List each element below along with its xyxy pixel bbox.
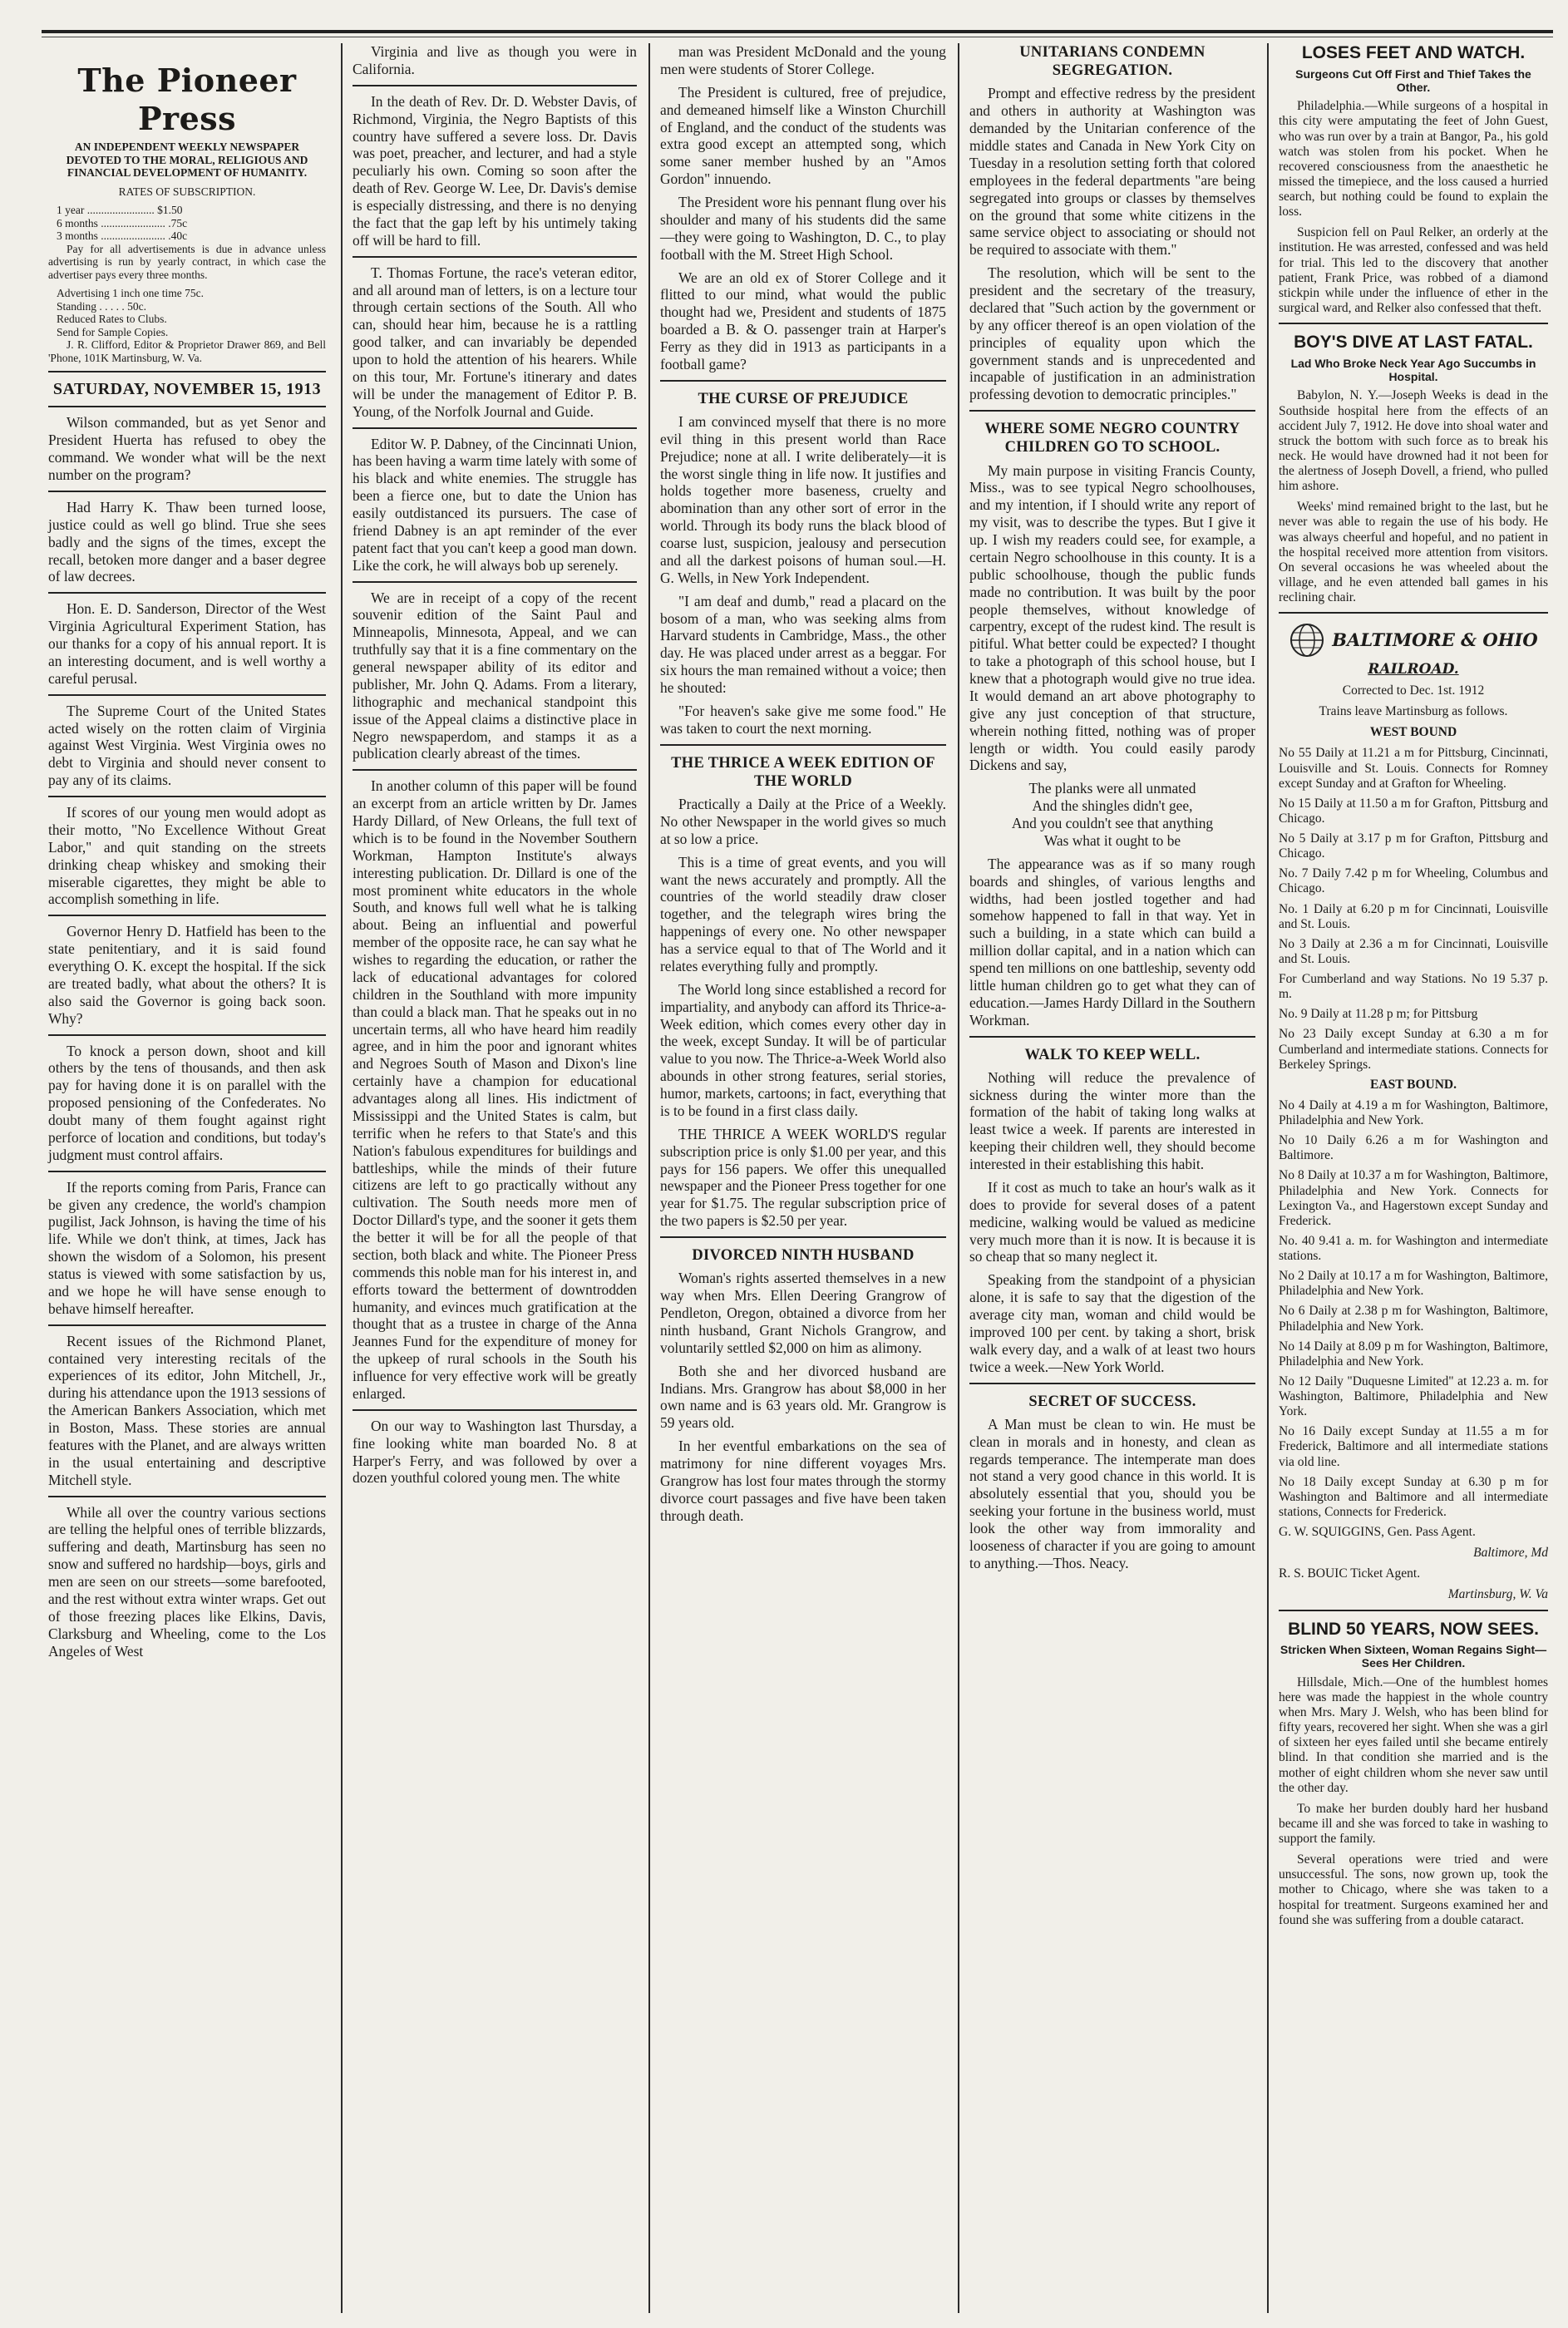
article-paragraph: "I am deaf and dumb," read a placard on the bosom of a man, who was seeking alms from Harvard students in Cambridge, Mass., the other day. He was placed under arrest as a beggar. For six hours the man remained without a voice; then he shouted: xyxy=(660,592,946,697)
editorial-item: The Supreme Court of the United States acted wisely on the rotten claim of Virginia against West Virginia. West Virginia owes no debt to Virginia and should never consent to pay any of its claims. xyxy=(48,702,326,789)
column-separator xyxy=(958,43,959,2313)
verse-line: The planks were all unmated xyxy=(1028,780,1196,797)
westbound-schedule xyxy=(1279,746,1548,1072)
article-paragraph: Weeks' mind remained bright to the last, but he never was able to regain the use of his body. He was always cheerful and hopeful, and no patient in the hospital received more attention from visitors. On several occasions he was wheeled about the village, and he even attended ball games in his reclining chair. xyxy=(1279,500,1548,604)
schedule-entry: No 3 Daily at 2.36 a m for Cincinnati, Louisville and St. Louis. xyxy=(1279,936,1548,966)
schedule-entry: No. 1 Daily at 6.20 p m for Cincinnati, Louisville and St. Louis. xyxy=(1279,901,1548,931)
article-paragraph: We are an old ex of Storer College and it flitted to our mind, what would the public thought had we, President and students of 1875 boarded a B. & O. passenger train at Harper's Ferry as they did in 1913 as participants in a football game? xyxy=(660,269,946,372)
editorial-item: Recent issues of the Richmond Planet, contained very interesting recitals of the experiences of its editor, John Mitchell, Jr., during his attendance upon the 1913 sessions of the American Bankers Association, which met in Boston, Mass. These stories are annual features with the Planet, and are always written in the usual entertaining and descriptive Mitchell style. xyxy=(48,1332,326,1488)
rate-line: 3 months ....................... .40c xyxy=(57,229,188,243)
passenger-agent: G. W. SQUIGGINS, Gen. Pass Agent. xyxy=(1279,1525,1476,1539)
advertising-line: Standing . . . . . 50c. xyxy=(57,299,146,313)
divider xyxy=(48,796,326,797)
article-paragraph: Hillsdale, Mich.—One of the humblest homes here was made the happiest in the whole country when Mrs. Mary J. Welsh, who has been blind for fifty years, recovered her sight. When she was a girl of sixteen her eyes failed until she became entirely blind. In that condition she married and is the mother of eight children whom she never saw until the other day. xyxy=(1279,1674,1548,1795)
editorial-item: Virginia and live as though you were in California. xyxy=(353,43,637,77)
rate-line: 1 year ........................ $1.50 xyxy=(57,204,183,217)
divider xyxy=(353,427,637,429)
rate-line: 6 months ....................... .75c xyxy=(57,216,188,229)
column-separator xyxy=(341,43,343,2313)
masthead-tagline: AN INDEPENDENT WEEKLY NEWSPAPER DEVOTED TO THE MORAL, RELIGIOUS AND FINANCIAL DEVELOPMENT OF HUMANITY. xyxy=(66,141,308,180)
article-paragraph: The resolution, which will be sent to the president and the secretary of the treasury, declared that "Such action by the government or by any officer thereof is an open violation of the principles of equality upon which the government stands and is unprecedented and incapable of justification in an administration professing devotion to democratic principles." xyxy=(969,264,1255,403)
newspaper-page xyxy=(42,43,1555,2313)
article-paragraph: Both she and her divorced husband are Indians. Mrs. Grangrow has about $8,000 in her own name and is 63 years old. Mr. Grangrow is 59 years old. xyxy=(660,1362,946,1432)
editorial-item: If scores of our young men would adopt as their motto, "No Excellence Without Great Labor," and quit standing on the streets drinking cheap whiskey and smoking their miserable cigarettes, they might be able to accomplish something in life. xyxy=(48,804,326,908)
editorial-item: Hon. E. D. Sanderson, Director of the West Virginia Agricultural Experiment Station, has our thanks for a copy of his annual report. It is an interesting document, and is well worthy a careful perusal. xyxy=(48,600,326,687)
headline-boys-dive: BOY'S DIVE AT LAST FATAL. xyxy=(1294,333,1533,353)
divider xyxy=(48,1324,326,1326)
schedule-entry: No 23 Daily except Sunday at 6.30 a m for Cumberland and intermediate stations. Connects for Berkeley Springs. xyxy=(1279,1027,1548,1072)
article-paragraph: The appearance was as if so many rough boards and shingles, of various lengths and widths, had been jostled together and had somehow happened to fall in that way. Yet in such a building, in a state which can build a million dollar capital, and in a nation which can spend ten millions on one battleship, seventy odd little human children go to get what they can of education.—James Hardy Dillard in the Southern Workman. xyxy=(969,855,1255,1028)
eastbound-title: EAST BOUND. xyxy=(1370,1077,1457,1092)
advertising-line: Send for Sample Copies. xyxy=(57,325,169,338)
article-paragraph: If it cost as much to take an hour's walk as it does to provide for several doses of a patent medicine, walking would be valued as medicine very much more than it is now. It is because it is so cheap that so many neglect it. xyxy=(969,1178,1255,1265)
verse-line: Was what it ought to be xyxy=(1043,831,1181,849)
advertising-line: Reduced Rates to Clubs. xyxy=(57,313,167,326)
verse-line: And the shingles didn't gee, xyxy=(1032,797,1193,815)
column-4 xyxy=(963,43,1262,2313)
article-paragraph: "For heaven's sake give me some food." He was taken to court the next morning. xyxy=(660,702,946,737)
article-paragraph: Nothing will reduce the prevalence of sickness during the winter more than the formation of the habit of taking long walks at least twice a week. If parents are interested in keeping their children well, they should become interested in their establishing this habit. xyxy=(969,1068,1255,1173)
headline-walk-to-keep-well: WALK TO KEEP WELL. xyxy=(1024,1046,1201,1063)
headline-loses-feet: LOSES FEET AND WATCH. xyxy=(1301,43,1526,62)
schedule-entry: No 55 Daily at 11.21 a m for Pittsburg, Cincinnati, Louisville and St. Louis. Connects for Romney except Sunday and at Grafton for Wheeling. xyxy=(1279,746,1548,791)
article-paragraph: Babylon, N. Y.—Joseph Weeks is dead in the Southside hospital here from the effects of an accident July 7, 1912. He dove into shoal water and struck the bottom with such force as to break his neck. He would have drowned had it not been for the alertness of Joseph Dovell, a friend, who pulled him ashore. xyxy=(1279,388,1548,494)
headline-secret-of-success: SECRET OF SUCCESS. xyxy=(1028,1393,1196,1410)
eastbound-schedule xyxy=(1279,1098,1548,1520)
article-paragraph: A Man must be clean to win. He must be clean in morals and in honesty, and clean as regards temperance. The intemperate man does not stand a very good chance in this world. It is absolutely essential that you, should you be seeking your fortune in the business world, must look the other way from immorality and looseness of character if you are going to amount to anything.—Thos. Neacy. xyxy=(969,1415,1255,1571)
schedule-entry: No 16 Daily except Sunday at 11.55 a m for Frederick, Baltimore and all intermediate stations via old line. xyxy=(1279,1424,1548,1469)
article-paragraph: Woman's rights asserted themselves in a new way when Mrs. Ellen Deering Grangrow of Pendleton, Oregon, obtained a divorce from her ninth husband, Grant Nichols Grangrow, and voluntarily settled $2,000 on him as alimony. xyxy=(660,1270,946,1356)
divider xyxy=(1279,1610,1548,1611)
editorial-item: If the reports coming from Paris, France can be given any credence, the world's champion pugilist, Jack Johnson, is having the time of his life. While we don't think, at times, Jack has shown the wisdom of a Solomon, his present status is viewed with some satisfaction by us, and we hope he will have sense enough to behave himself hereafter. xyxy=(48,1178,326,1317)
divider xyxy=(48,1034,326,1036)
schedule-entry: No 10 Daily 6.26 a m for Washington and Baltimore. xyxy=(1279,1133,1548,1163)
article-paragraph: My main purpose in visiting Francis County, Miss., was to see typical Negro schoolhouses, and my intention, if I should write any report of my visit, was to describe the types. But I give it up. I wish my readers could see, for example, a certain Negro schoolhouse in this county. It is a public schoolhouse, though the public funds made no contribution. It was built by the poor people themselves, without knowledge of carpentry, except of the rudest kind. The result is pitiful. What better could be expected? I thought to take a photograph of this school house, but I knew that a photograph would give no true idea. It would demand an art above photography to give any just conception of that structure, wherein nothing fitted, nothing was of proper length or width. You could easily parody Dickens and say, xyxy=(969,461,1255,774)
schedule-entry: No. 7 Daily 7.42 p m for Wheeling, Columbus and Chicago. xyxy=(1279,866,1548,896)
railroad-logo xyxy=(1279,622,1548,658)
globe-icon xyxy=(1289,622,1325,658)
article-paragraph: Several operations were tried and were unsuccessful. The sons, now grown up, took the mother to Chicago, where she was taken to a hospital for treatment. Surgeons examined her and found she was suffering from a double cataract. xyxy=(1279,1852,1548,1927)
subheadline: Surgeons Cut Off First and Thief Takes the Other. xyxy=(1295,67,1531,94)
article-paragraph: man was President McDonald and the young men were students of Storer College. xyxy=(660,43,946,77)
article-paragraph: Philadelphia.—While surgeons of a hospital in this city were amputating the feet of John Guest, who was run over by a train at Bangor, Pa., his gold watch was stolen from his pocket. When he recovered consciousness from the anaesthetic he missed the timepiece, and the loss caused a hurried search, but nothing could be found to explain the loss. xyxy=(1279,99,1548,219)
article-paragraph: In her eventful embarkations on the sea of matrimony for nine different voyages Mrs. Grangrow has lost four mates through the stormy divorce court passages and five have been taken through death. xyxy=(660,1438,946,1524)
divider xyxy=(48,1496,326,1497)
divider xyxy=(1279,612,1548,614)
editorial-item: Editor W. P. Dabney, of the Cincinnati Union, has been having a warm time lately with some of his black and white enemies. The struggle has been a fierce one, but to date the Union has easily outdistanced its pursuers. The case of friend Dabney is an apt reminder of the ever patent fact that you can't keep a good man down. Like the cork, he will always bob up serenely. xyxy=(353,435,637,574)
article-paragraph: The President is cultured, free of prejudice, and demeaned himself like a Winston Churchill of England, and the conduct of the students was extra good except an attempted song, which some saner member hushed by an "Amos Gordon" innuendo. xyxy=(660,83,946,188)
article-paragraph: This is a time of great events, and you will want the news accurately and promptly. All the countries of the world steadily draw closer together, and the telegraph wires bring the happenings of every one. No other newspaper has a service equal to that of The World and it relates everything fully and promptly. xyxy=(660,853,946,974)
editorial-item: Wilson commanded, but as yet Senor and President Huerta has refused to obey the command. We wonder what will be the next number on the program? xyxy=(48,414,326,484)
divider xyxy=(660,1236,946,1238)
column-separator xyxy=(1267,43,1269,2313)
editorial-item: While all over the country various sections are telling the helpful ones of terrible blizzards, suffering and death, Martinsburg has seen no snow and suffered no hardship—boys, girls and men are seen on our streets—some barefooted, and the rest without extra winter wraps. Get out of those freezing places like Elkins, Davis, Clarksburg and Wheeling, come to the Los Angeles of West xyxy=(48,1503,326,1660)
divider xyxy=(48,915,326,916)
headline-curse-of-prejudice: THE CURSE OF PREJUDICE xyxy=(698,390,909,407)
divider xyxy=(969,1036,1255,1038)
schedule-entry: No 2 Daily at 10.17 a m for Washington, Baltimore, Philadelphia and New York. xyxy=(1279,1269,1548,1299)
schedule-entry: No. 9 Daily at 11.28 p m; for Pittsburg xyxy=(1279,1007,1478,1022)
editorial-item: T. Thomas Fortune, the race's veteran editor, and all around man of letters, is on a lecture tour through certain sections of the South. All who can, should hear him, because he is a rattling good talker, and can invariably be depended upon to hold the attention of his hearers. While on this tour, Mr. Fortune's itinerary and dates will be under the management of Editor P. B. Young, of the Norfolk Journal and Guide. xyxy=(353,264,637,420)
article-paragraph: Speaking from the standpoint of a physician alone, it is safe to say that the digestion of the average city man, woman and child would be improved 100 per cent. by taking a short, brisk walk every day, and a walk of at least two hours twice a week.—New York World. xyxy=(969,1271,1255,1375)
schedule-entry: No 4 Daily at 4.19 a m for Washington, Baltimore, Philadelphia and New York. xyxy=(1279,1097,1548,1127)
schedule-entry: No 15 Daily at 11.50 a m for Grafton, Pittsburg and Chicago. xyxy=(1279,796,1548,826)
pay-notice: Pay for all advertisements is due in advance unless advertising is run by yearly contract, in which case the advertiser pays every three months. xyxy=(48,242,326,281)
editorial-item: Had Harry K. Thaw been turned loose, justice could as well go blind. True she sees badly and the signs of the times, except the recall, betoken more danger and a baser degree of law decrees. xyxy=(48,498,326,585)
article-paragraph: Practically a Daily at the Price of a Weekly. No other Newspaper in the world gives so much at so low a price. xyxy=(660,796,946,847)
article-paragraph: I am convinced myself that there is no more evil thing in this present world than Race Prejudice; none at all. I write deliberately—it is the worst single thing in life now. It justifies and holds together more baseness, cruelty and abomination than any other sort of error in the world. Through its body runs the black blood of coarse lust, suspicion, jealousy and persecution and all the darkest poisons of human soul.—H. G. Wells, in New York Independent. xyxy=(660,412,946,586)
divider xyxy=(353,1409,637,1411)
verse-line: And you couldn't see that anything xyxy=(1011,815,1214,831)
headline-divorced-ninth-husband: DIVORCED NINTH HUSBAND xyxy=(692,1247,915,1265)
editor-info: J. R. Clifford, Editor & Proprietor Drawer 869, and Bell 'Phone, 101K Martinsburg, W. Va. xyxy=(48,338,326,364)
column-1 xyxy=(42,43,333,2313)
column-separator xyxy=(648,43,650,2313)
divider xyxy=(48,371,326,372)
divider xyxy=(48,491,326,492)
editorial-item: Governor Henry D. Hatfield has been to the state penitentiary, and it is said found everything O. K. except the hospital. If the sick are treated badly, what about the others? It is also said the Governor is going back soon. Why? xyxy=(48,923,326,1027)
divider xyxy=(353,769,637,771)
article-paragraph: Prompt and effective redress by the president and others in authority at Washington was demanded by the Unitarian conference of the middle states and Canada in New York City on Tuesday in a resolution setting forth that colored employees in the federal departments "are being segregated into groups or classes by themselves on the ground that some white citizens in the same service object to associating or should not be required to associate with them." xyxy=(969,85,1255,259)
article-paragraph: The President wore his pennant flung over his shoulder and many of his students did the same—they were going to Washington, D. C., to play football with the M. Street High School. xyxy=(660,194,946,263)
schedule-intro: Trains leave Martinsburg as follows. xyxy=(1319,704,1508,719)
divider xyxy=(969,1383,1255,1384)
editorial-item: To knock a person down, shoot and kill others by the tens of thousands, and then ask pay for having done it is on parallel with the proposed pensioning of the Confederates. No doubt many of them fought against right perforce of location and conditions, but today's judgment must control affairs. xyxy=(48,1042,326,1163)
rates-title: RATES OF SUBSCRIPTION. xyxy=(118,185,256,198)
divider xyxy=(969,410,1255,412)
issue-date: SATURDAY, NOVEMBER 15, 1913 xyxy=(52,380,322,399)
subheadline: Stricken When Sixteen, Woman Regains Sight—Sees Her Children. xyxy=(1280,1643,1547,1670)
schedule-entry: For Cumberland and way Stations. No 19 5.37 p. m. xyxy=(1279,972,1548,1002)
ticket-agent: R. S. BOUIC Ticket Agent. xyxy=(1279,1566,1421,1581)
divider xyxy=(660,380,946,382)
ticket-agent-location: Martinsburg, W. Va xyxy=(1447,1587,1548,1602)
divider xyxy=(48,1171,326,1172)
divider xyxy=(353,581,637,583)
article-paragraph: The World long since established a record for impartiality, and anybody can afford its Thrice-a-Week edition, which comes every other day in the week, except Sunday. It will be of particular value to you now. The Thrice-a-Week World also abounds in other strong features, serial stories, humor, markets, cartoons; in fact, everything that is to be found in a first class daily. xyxy=(660,980,946,1119)
divider xyxy=(48,406,326,407)
article-paragraph: THE THRICE A WEEK WORLD'S regular subscription price is only $1.00 per year, and this pays for 156 papers. We offer this unequalled newspaper and the Pioneer Press together for one year for $1.75. The regular subscription price of the two papers is $2.50 per year. xyxy=(660,1125,946,1230)
article-paragraph: To make her burden doubly hard her husband became ill and she was forced to take in washing to support the family. xyxy=(1279,1801,1548,1847)
editorial-item: In another column of this paper will be found an excerpt from an article written by Dr. James Hardy Dillard, of New Orleans, the full text of which is to be found in the November Southern Workman, Hampton Institute's always interesting publication. Dr. Dillard is one of the most prominent white educators in the whole South, and knows full well what he is talking about. Being an influential and powerful member of the opposite race, he can say what he wishes to regarding the education, or rather the lack of educational advantages for colored children in the Southland with more impunity than could a black man. That he speaks out in no uncertain terms, all who have heard him readily agree, and in him the poor and ignorant whites and Negroes South of Mason and Dixon's line certainly have a champion for educational advantages along all lines. His indictment of Mississippi and the United States is calm, but terrific when he refers to that State's and this Nation's fabulous expenditures for buildings and battleships, while the minds of their future citizens are left to go practically without any cultivation. The South needs more men of Doctor Dillard's type, and the sooner it gets them the better it will be for all the people of that section, both black and white. The Pioneer Press commends this noble man for his interest in, and efforts toward the betterment of downtrodden humanity, and evinces much gratification at the thought that as a trustee in charge of the Anna Jeannes Fund for the expenditure of money for the upkeep of rural schools in the South his influence for very effective work will be greatly enlarged. xyxy=(353,777,637,1402)
divider xyxy=(353,85,637,86)
passenger-agent-location: Baltimore, Md xyxy=(1473,1546,1548,1561)
editorial-item: In the death of Rev. Dr. D. Webster Davis, of Richmond, Virginia, the Negro Baptists of this country have suffered a severe loss. Dr. Davis was poet, preacher, and lecturer, and had a style peculiarly his own. Coming so soon after the death of Rev. George W. Lee, Dr. Davis's demise is especially distressing, and there is no denying the fact that the gap left by his untimely taking off will be hard to fill. xyxy=(353,92,637,249)
column-5 xyxy=(1272,43,1555,2313)
top-rule xyxy=(42,30,1553,33)
headline-thrice-a-week: THE THRICE A WEEK EDITION OF THE WORLD xyxy=(671,754,935,790)
masthead-title: The Pioneer Press xyxy=(77,62,297,137)
column-2 xyxy=(346,43,643,2313)
schedule-entry: No. 40 9.41 a. m. for Washington and intermediate stations. xyxy=(1279,1233,1548,1263)
headline-blind-50-years: BLIND 50 YEARS, NOW SEES. xyxy=(1288,1619,1539,1639)
schedule-entry: No 12 Daily "Duquesne Limited" at 12.23 a. m. for Washington, Baltimore, Philadelphia and New York. xyxy=(1279,1374,1548,1419)
advertising-line: Advertising 1 inch one time 75c. xyxy=(57,287,204,300)
schedule-corrected-date: Corrected to Dec. 1st. 1912 xyxy=(1342,683,1485,698)
schedule-entry: No 14 Daily at 8.09 p m for Washington, Baltimore, Philadelphia and New York. xyxy=(1279,1339,1548,1369)
editorial-item: On our way to Washington last Thursday, a fine looking white man boarded No. 8 at Harper's Ferry, and was followed by over a dozen youthful colored young men. The white xyxy=(353,1417,637,1487)
schedule-entry: No 18 Daily except Sunday at 6.30 p m for Washington and Baltimore and all intermediate stations, Connects for Frederick. xyxy=(1279,1474,1548,1519)
headline-country-children: WHERE SOME NEGRO COUNTRY CHILDREN GO TO SCHOOL. xyxy=(984,421,1240,456)
divider xyxy=(48,694,326,696)
divider xyxy=(353,256,637,258)
divider xyxy=(48,592,326,594)
editorial-item: We are in receipt of a copy of the recent souvenir edition of the Saint Paul and Minneapolis, Minnesota, Appeal, and we can truthfully say that it is a fine commentary on the general newspaper ability of its editor and publisher, Mr. John Q. Adams. From a literary, lithographic and mechanical standpoint this issue of the Appeal claims a distinctive place in Negro newspaperdom, and stamps it as a publication clearly abreast of the times. xyxy=(353,589,637,762)
divider xyxy=(660,744,946,746)
schedule-entry: No 8 Daily at 10.37 a m for Washington, Baltimore, Philadelphia and New York. Connects for Lexington Va., and Hagerstown except Sunday and Frederick. xyxy=(1279,1168,1548,1228)
subheadline: Lad Who Broke Neck Year Ago Succumbs in Hospital. xyxy=(1290,356,1536,383)
westbound-title: WEST BOUND xyxy=(1369,725,1457,740)
divider xyxy=(1279,323,1548,324)
schedule-entry: No 6 Daily at 2.38 p m for Washington, Baltimore, Philadelphia and New York. xyxy=(1279,1304,1548,1334)
railroad-subtitle: RAILROAD. xyxy=(1368,661,1459,678)
article-paragraph: Suspicion fell on Paul Relker, an orderly at the institution. He was arrested, confessed and was held for trial. This led to the discovery that another patient, Frank Price, was robbed of a diamond stickpin while under the influence of ether in the surgical ward, and Relker also confessed that theft. xyxy=(1279,225,1548,315)
headline-unitarians: UNITARIANS CONDEMN SEGREGATION. xyxy=(1019,44,1206,80)
railroad-name: BALTIMORE & OHIO xyxy=(1332,629,1538,650)
schedule-entry: No 5 Daily at 3.17 p m for Grafton, Pittsburg and Chicago. xyxy=(1279,831,1548,861)
column-3 xyxy=(653,43,953,2313)
